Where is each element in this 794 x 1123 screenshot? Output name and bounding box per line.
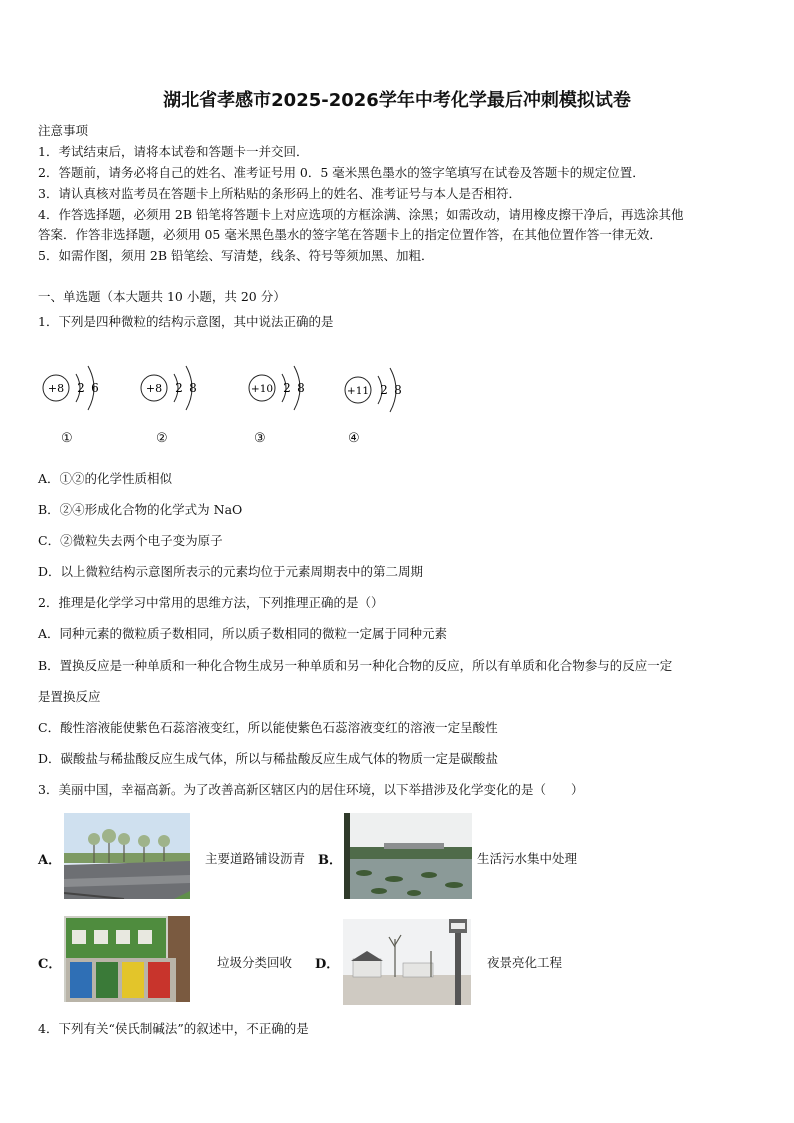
question-stem: 2．推理是化学学习中常用的思维方法，下列推理正确的是（）: [38, 595, 384, 610]
option: C．②微粒失去两个电子变为原子: [38, 533, 223, 548]
nucleus-charge: +8: [145, 382, 163, 395]
notice-item: 4．作答选择题，必须用 2B 铅笔将答题卡上对应选项的方框涂满、涂黑；如需改动，请用橡皮擦干净后，再选涂其他: [38, 207, 684, 222]
asphalt-road-photo: [64, 813, 190, 899]
atom-label: ②: [156, 431, 168, 446]
recycling-bins-photo: [64, 916, 190, 1002]
atom-diagram-4: [342, 352, 432, 422]
question-stem: 4．下列有关“侯氏制碱法”的叙述中，不正确的是: [38, 1021, 309, 1036]
notice-item: 5．如需作图，须用 2B 铅笔绘、写清楚，线条、符号等须加黑、加粗．: [38, 248, 434, 263]
option-text: 生活污水集中处理: [477, 851, 578, 866]
option-letter: C．: [38, 957, 62, 972]
notice-heading: 注意事项: [38, 123, 89, 138]
option: D．以上微粒结构示意图所表示的元素均位于元素周期表中的第二周期: [38, 564, 424, 579]
atom-label: ④: [348, 431, 360, 446]
notice-item: 2．答题前，请务必将自己的姓名、准考证号用 0．5 毫米黑色墨水的签字笔填写在试卷及答题卡的规定位置．: [38, 165, 645, 180]
option-text: 主要道路铺设沥青: [205, 851, 306, 866]
option: B．②④形成化合物的化学式为 NaO: [38, 502, 243, 517]
sewage-pond-photo: [344, 813, 472, 899]
shell-electrons: 6: [91, 381, 99, 395]
option-text: 夜景亮化工程: [487, 955, 563, 970]
shell-electrons: 8: [297, 381, 305, 395]
option-letter: D．: [315, 957, 340, 972]
shell-electrons: 8: [189, 381, 197, 395]
atom-label: ③: [254, 431, 266, 446]
shell-electrons: 2: [77, 381, 85, 395]
nucleus-charge: +11: [346, 385, 370, 397]
option-letter: A．: [38, 853, 62, 868]
option: C．酸性溶液能使紫色石蕊溶液变红，所以能使紫色石蕊溶液变红的溶液一定呈酸性: [38, 720, 498, 735]
nucleus-charge: +10: [250, 383, 274, 395]
option-continued: 是置换反应: [38, 689, 101, 704]
shell-electrons: 2: [380, 383, 388, 397]
option-letter: B．: [318, 853, 342, 868]
nucleus-charge: +8: [47, 382, 65, 395]
atom-diagram-3: [246, 352, 336, 422]
notice-item: 1．考试结束后，请将本试卷和答题卡一并交回．: [38, 144, 309, 159]
option: D．碳酸盐与稀盐酸反应生成气体，所以与稀盐酸反应生成气体的物质一定是碳酸盐: [38, 751, 499, 766]
page-title: 湖北省孝感市2025-2026学年中考化学最后冲刺模拟试卷: [163, 90, 631, 111]
option: B．置换反应是一种单质和一种化合物生成另一种单质和另一种化合物的反应，所以有单质和化合物参与的反应一定: [38, 658, 673, 673]
section-heading: 一、单选题（本大题共 10 小题，共 20 分）: [38, 289, 286, 304]
shell-electrons: 8: [394, 383, 402, 397]
shell-electrons: 2: [175, 381, 183, 395]
atom-diagram-1: [40, 352, 130, 422]
street-lamp-photo: [343, 919, 471, 1005]
question-stem: 3．美丽中国，幸福高新。为了改善高新区辖区内的居住环境，以下举措涉及化学变化的是（ ）: [38, 782, 584, 797]
option: A．同种元素的微粒质子数相同，所以质子数相同的微粒一定属于同种元素: [38, 626, 448, 641]
option-text: 垃圾分类回收: [217, 955, 293, 970]
notice-item: 3．请认真核对监考员在答题卡上所粘贴的条形码上的姓名、准考证号与本人是否相符．: [38, 186, 521, 201]
question-stem: 1．下列是四种微粒的结构示意图，其中说法正确的是: [38, 314, 334, 329]
atom-label: ①: [61, 431, 73, 446]
shell-electrons: 2: [283, 381, 291, 395]
notice-item: 答案．作答非选择题，必须用 05 毫米黑色墨水的签字笔在答题卡上的指定位置作答，在其他位置作答一律无效．: [38, 227, 662, 242]
option: A．①②的化学性质相似: [38, 471, 173, 486]
atom-diagram-2: [138, 352, 228, 422]
